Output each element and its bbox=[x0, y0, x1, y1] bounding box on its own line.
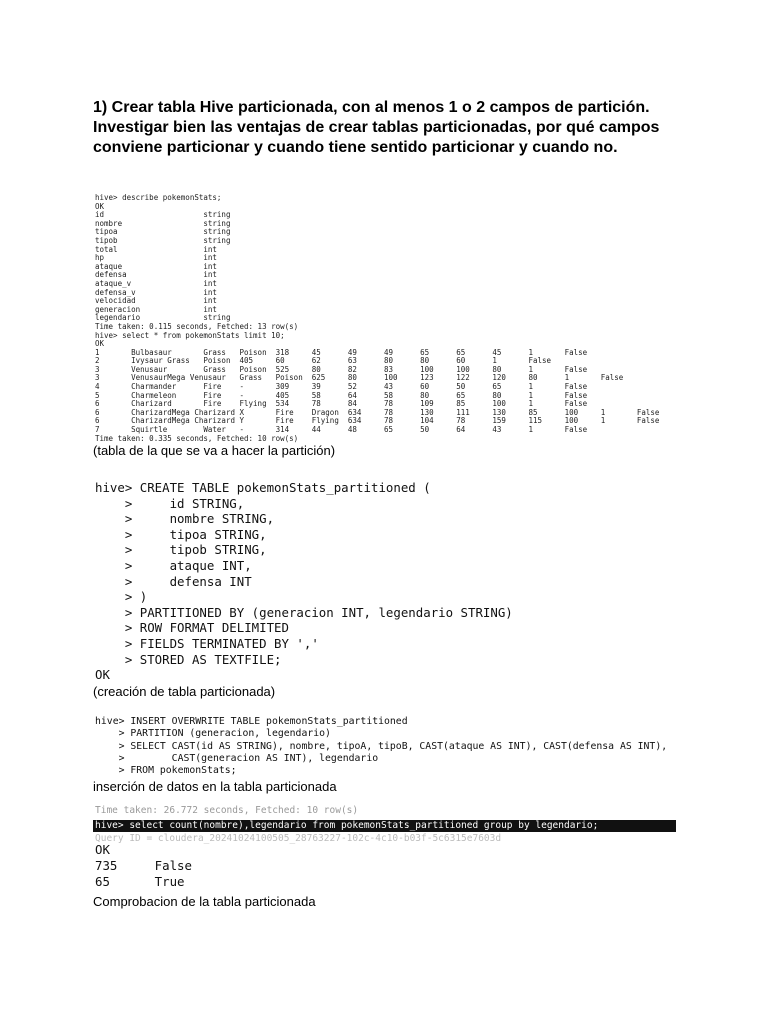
terminal-line: tipob string bbox=[95, 235, 231, 245]
terminal-line: > PARTITIONED BY (generacion INT, legendario STRING) bbox=[95, 604, 513, 620]
heading-line-2: Investigar bien las ventajas de crear tablas particionadas, por qué campos bbox=[93, 119, 660, 136]
terminal-line: hive> select * from pokemonStats limit 10; bbox=[95, 330, 285, 340]
terminal-line: velocidad int bbox=[95, 296, 217, 306]
terminal-line: Time taken: 0.335 seconds, Fetched: 10 row(s) bbox=[95, 433, 299, 443]
terminal-line: 7 Squirtle Water - 314 44 48 65 50 64 43 1 False bbox=[95, 425, 588, 435]
terminal-line: hp int bbox=[95, 253, 217, 263]
terminal-line: OK bbox=[95, 339, 105, 349]
caption-source-table: (tabla de la que se va a hacer la partición) bbox=[93, 443, 336, 458]
count-query-command: hive> select count(nombre),legendario from pokemonStats_partitioned group by legendario; bbox=[93, 820, 676, 832]
terminal-line: > ataque INT, bbox=[95, 557, 252, 573]
terminal-line: legendario string bbox=[95, 313, 231, 323]
terminal-line: > tipob STRING, bbox=[95, 542, 267, 558]
query-id-line: Query ID = cloudera_20241024100505_28763227-102c-4c10-b03f-5c6315e7603d bbox=[95, 833, 502, 844]
caption-insert-data: inserción de datos en la tabla particionada bbox=[93, 779, 337, 794]
terminal-line: > PARTITION (generacion, legendario) bbox=[95, 728, 331, 740]
terminal-line: OK bbox=[95, 667, 110, 683]
terminal-line: 4 Charmander Fire - 309 39 52 43 60 50 65 1 False bbox=[95, 382, 588, 392]
terminal-line: hive> CREATE TABLE pokemonStats_partitioned ( bbox=[95, 480, 431, 495]
heading-line-3: conviene particionar y cuando tiene sentido particionar y cuando no. bbox=[93, 139, 618, 156]
terminal-line: 2 Ivysaur Grass Poison 405 60 62 63 80 80 60 1 False bbox=[95, 356, 552, 366]
terminal-line: OK bbox=[95, 201, 105, 211]
terminal-line: tipoa string bbox=[95, 227, 231, 237]
terminal-line: generacion int bbox=[95, 304, 217, 314]
terminal-line: ataque int bbox=[95, 261, 217, 271]
terminal-line: > nombre STRING, bbox=[95, 511, 275, 527]
terminal-line: 5 Charmeleon Fire - 405 58 64 58 80 65 80 1 False bbox=[95, 390, 588, 400]
terminal-line: > defensa INT bbox=[95, 573, 252, 589]
terminal-line: 1 Bulbasaur Grass Poison 318 45 49 49 65 65 45 1 False bbox=[95, 347, 588, 357]
terminal-line: > tipoa STRING, bbox=[95, 526, 267, 542]
terminal-line: > ) bbox=[95, 589, 148, 605]
terminal-line: id string bbox=[95, 210, 231, 220]
terminal-line: > CAST(generacion AS INT), legendario bbox=[95, 752, 379, 764]
count-query-result bbox=[95, 842, 192, 890]
terminal-line: 6 Charizard Fire Flying 534 78 84 78 109 85 100 1 False bbox=[95, 399, 588, 409]
assignment-heading bbox=[93, 98, 693, 158]
terminal-line: total int bbox=[95, 244, 217, 254]
heading-line-1: 1) Crear tabla Hive particionada, con al menos 1 o 2 campos de partición. bbox=[93, 99, 650, 116]
terminal-line: > SELECT CAST(id AS STRING), nombre, tipoA, tipoB, CAST(ataque AS INT), CAST(defensa AS INT), bbox=[95, 740, 668, 752]
terminal-line: 65 True bbox=[95, 874, 185, 889]
terminal-line: 3 VenusaurMega Venusaur Grass Poison 625 80 100 123 122 120 80 1 False bbox=[95, 373, 624, 383]
terminal-line: > FROM pokemonStats; bbox=[95, 765, 237, 777]
terminal-line: nombre string bbox=[95, 218, 231, 228]
terminal-line: defensa int bbox=[95, 270, 217, 280]
terminal-line: hive> INSERT OVERWRITE TABLE pokemonStats_partitioned bbox=[95, 716, 408, 727]
terminal-line: 735 False bbox=[95, 858, 192, 873]
terminal-line: Time taken: 0.115 seconds, Fetched: 13 row(s) bbox=[95, 321, 299, 331]
terminal-line: > ROW FORMAT DELIMITED bbox=[95, 620, 289, 636]
terminal-line: > id STRING, bbox=[95, 495, 245, 511]
terminal-line: hive> describe pokemonStats; bbox=[95, 193, 222, 202]
terminal-line: defensa_v int bbox=[95, 287, 217, 297]
terminal-line: > STORED AS TEXTFILE; bbox=[95, 651, 282, 667]
terminal-line: 6 CharizardMega Charizard Y Fire Flying 634 78 104 78 159 115 100 1 False bbox=[95, 416, 660, 426]
terminal-line: > FIELDS TERMINATED BY ',' bbox=[95, 635, 319, 651]
caption-create-partitioned: (creación de tabla particionada) bbox=[93, 684, 276, 699]
terminal-line: 3 Venusaur Grass Poison 525 80 82 83 100 100 80 1 False bbox=[95, 364, 588, 374]
insert-overwrite-screenshot bbox=[95, 716, 667, 777]
describe-and-select-screenshot bbox=[95, 194, 659, 443]
caption-verification: Comprobacion de la tabla particionada bbox=[93, 894, 316, 909]
query-time-line: Time taken: 26.772 seconds, Fetched: 10 row(s) bbox=[95, 805, 359, 816]
terminal-line: 6 CharizardMega Charizard X Fire Dragon 634 78 130 111 130 85 100 1 False bbox=[95, 407, 660, 417]
terminal-line: OK bbox=[95, 842, 110, 857]
terminal-line: ataque_v int bbox=[95, 278, 217, 288]
create-table-screenshot bbox=[95, 480, 513, 683]
